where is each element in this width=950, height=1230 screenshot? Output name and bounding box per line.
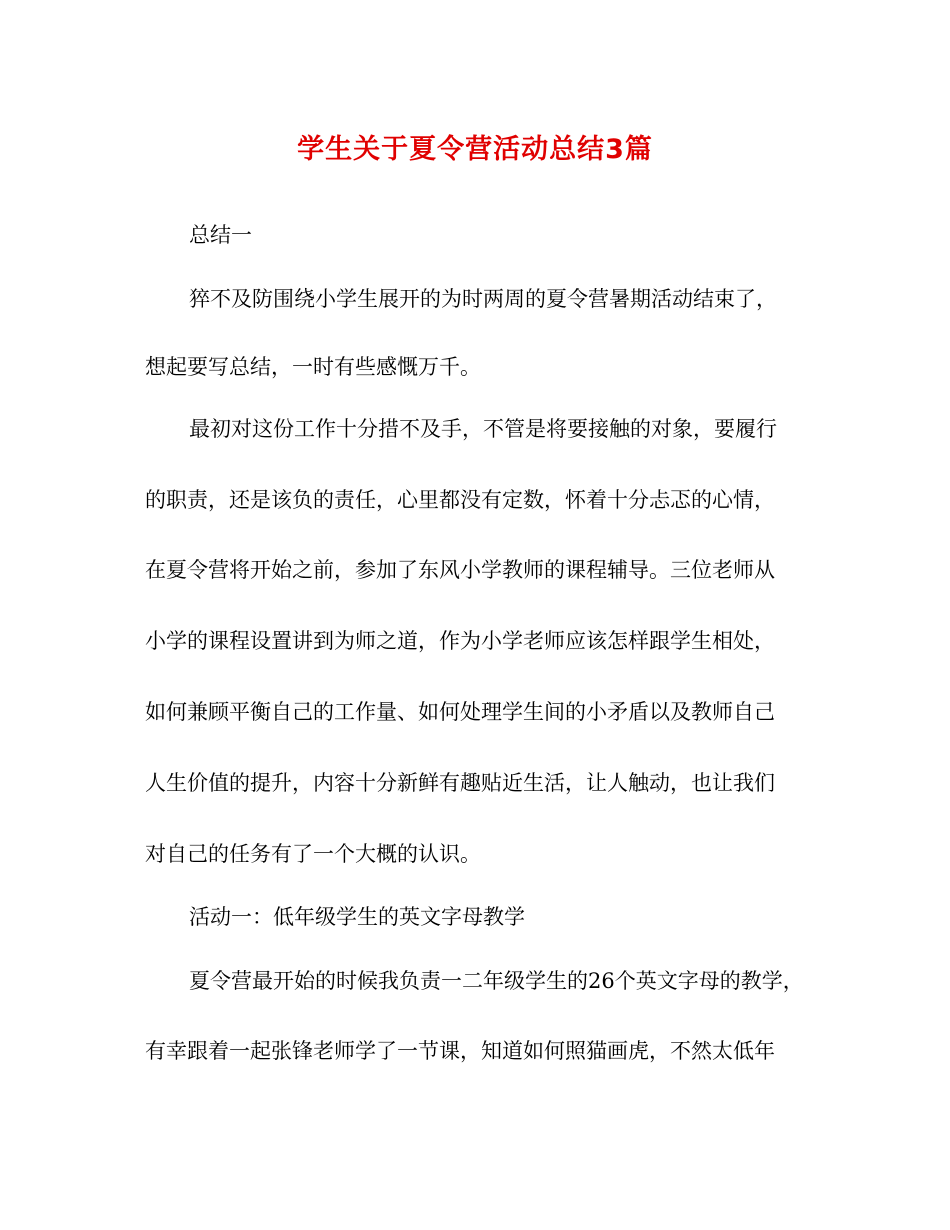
paragraph-line: 对自己的任务有了一个大概的认识。 — [145, 842, 481, 866]
paragraph-line: 猝不及防围绕小学生展开的为时两周的夏令营暑期活动结束了， — [189, 287, 777, 311]
document-title: 学生关于夏令营活动总结3篇 — [297, 134, 653, 165]
paragraph-line: 最初对这份工作十分措不及手，不管是将要接触的对象，要履行 — [189, 417, 777, 441]
paragraph-line: 如何兼顾平衡自己的工作量、如何处理学生间的小矛盾以及教师自己 — [145, 700, 775, 724]
paragraph-line: 人生价值的提升，内容十分新鲜有趣贴近生活，让人触动，也让我们 — [145, 771, 775, 795]
paragraph-line: 的职责，还是该负的责任，心里都没有定数，怀着十分忐忑的心情， — [145, 488, 775, 512]
section-heading-summary-one: 总结一 — [189, 223, 252, 247]
paragraph-line: 想起要写总结，一时有些感慨万千。 — [145, 355, 481, 379]
paragraph-line: 夏令营最开始的时候我负责一二年级学生的26个英文字母的教学， — [189, 969, 804, 993]
paragraph-line: 小学的课程设置讲到为师之道，作为小学老师应该怎样跟学生相处， — [145, 629, 775, 653]
paragraph-line: 在夏令营将开始之前，参加了东风小学教师的课程辅导。三位老师从 — [145, 558, 775, 582]
section-heading-activity-one: 活动一：低年级学生的英文字母教学 — [189, 905, 525, 929]
paragraph-line: 有幸跟着一起张锋老师学了一节课，知道如何照猫画虎，不然太低年 — [145, 1039, 775, 1063]
